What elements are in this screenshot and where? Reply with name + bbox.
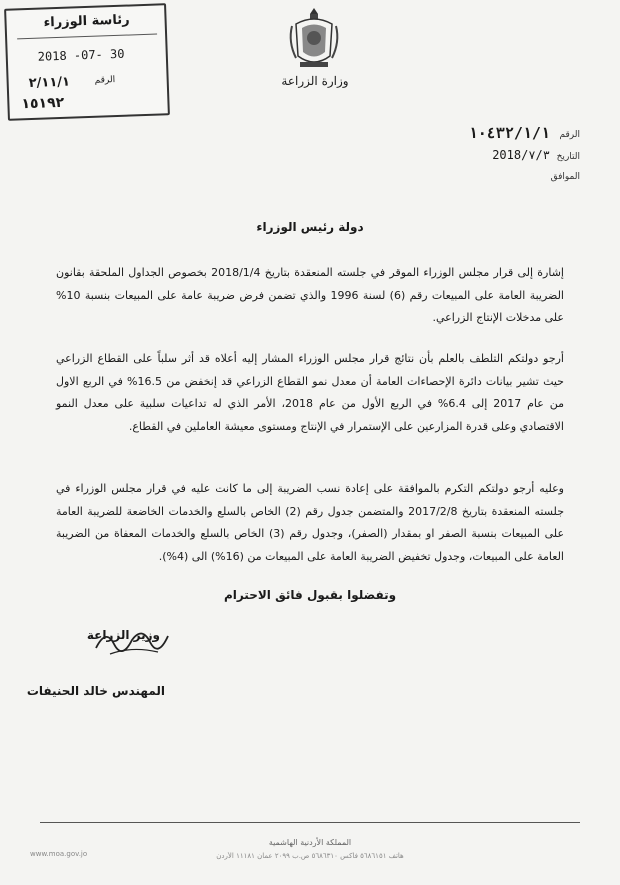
ref-date-value: 2018/٧/٣ [492,148,550,162]
signatory-name: المهندس خالد الحنيفات [26,684,165,698]
paragraph-3: وعليه أرجو دولتكم التكرم بالموافقة على إعادة نسب الضريبة إلى ما كانت عليه في قرار مجلس الوزراء في جلسته المنعقدة بتاريخ 2017/2/8 والمتضمن جدول رقم (2) الخاص بالسلع والخدمات الخاضعة للضريبة العامة على المبيعات بنسبة الصفر او بمقدار (الصفر)، وجدول رقم (3) الخاص بالسلع والخدمات المعفاة من الضريبة العامة على المبيعات، وجدول تخفيض الضريبة العامة على المبيعات من (16%) الى (4%). [56,482,565,563]
paragraph-1: إشارة إلى قرار مجلس الوزراء الموقر في جلسته المنعقدة بتاريخ 2018/1/4 بخصوص الجداول الملحقة بقانون الضريبة العامة على المبيعات رقم (6) لسنة 1996 والذي تضمن فرض ضريبة عامة على المبيعات بنسبة 10% على مدخلات الإنتاج الزراعي. [56,266,564,324]
footer-website: www.moa.gov.jo [30,850,88,858]
footer-contact: هاتف ٥٦٨٦١٥١ فاكس ٥٦٨٦٣١٠ ص.ب ٢٠٩٩ عمان ١١١٨١ الأردن [216,852,404,860]
ministry-name: وزارة الزراعة [281,74,349,88]
closing-line: وتفضلوا بقبول فائق الاحترام [223,588,397,602]
footer-divider [40,822,580,823]
stamp-ref-code: ٢/١١/١ [28,74,71,92]
ref-corresponding-label: الموافق [550,172,580,182]
paragraph-2: أرجو دولتكم التلطف بالعلم بأن نتائج قرار مجلس الوزراء المشار إليه أعلاه قد أثر سلباً على القطاع الزراعي حيث تشير بيانات دائرة الإحصاءات العامة أن معدل نمو القطاع الزراعي قد إنخفض من 16.5% في الربع الاول من عام 2017 إلى 6.4% في الربع الأول من عام 2018، الأمر الذي له تداعيات سلبية على معدل النمو الاقتصادي وعلى قدرة المزارعين على الإستمرار في الإنتاج ومستوى معيشة العاملين في القطاع. [56,352,564,433]
ref-number-value: ١٠٤٣٢/١/١ [468,124,550,142]
stamp-ref-label: الرقم [94,75,116,86]
stamp-heading: رئاسة الوزراء [16,12,157,40]
ref-number-label: الرقم [559,130,580,140]
ref-date-label: التاريخ [556,152,580,162]
footer-country: المملكة الأردنية الهاشمية [268,838,352,847]
incoming-stamp [4,3,170,121]
stamp-date: 2018 -07- 30 [37,46,125,64]
signature-title: وزير الزراعة [86,628,160,642]
stamp-ref-number: ١٥١٩٢ [21,94,65,113]
crest-icon [286,6,342,72]
salutation: دولة رئيس الوزراء [256,220,364,234]
signature-scribble-icon [92,620,172,660]
